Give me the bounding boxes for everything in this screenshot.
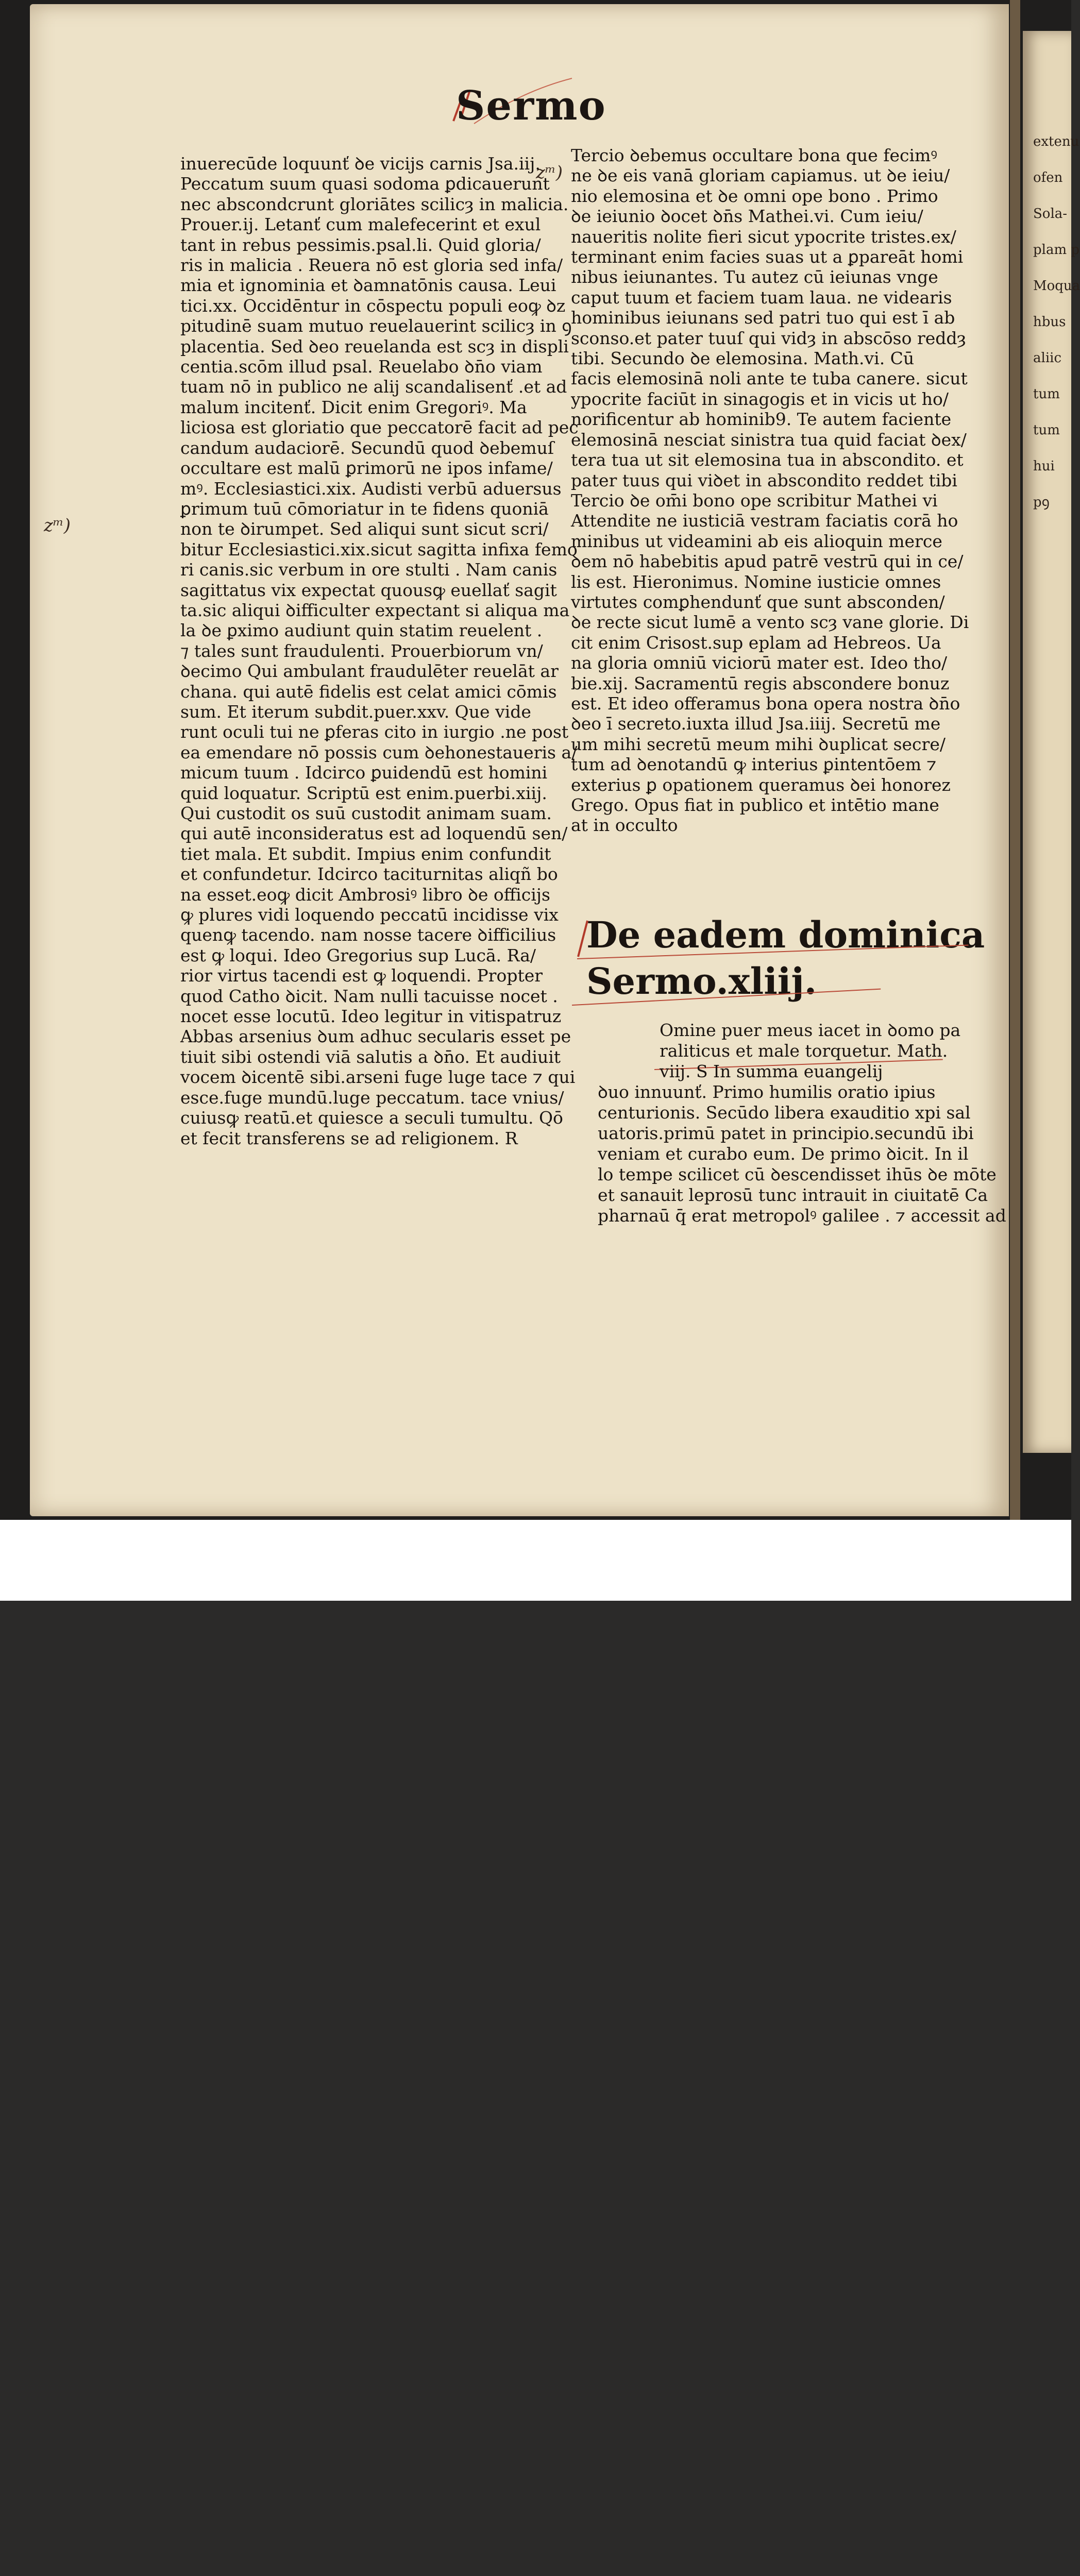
- text-line: sagittatus vix expectat quousꝙ euellať sagit: [180, 580, 557, 600]
- facing-page-fragment: Sola-: [1033, 206, 1068, 222]
- text-line: lo tempe scilicet cū ꝺescendisset ihūs ꝺe mōte: [598, 1164, 997, 1184]
- text-line: ꝺe ieiunio ꝺocet ꝺn̄s Mathei.vi. Cum ieiu/: [571, 206, 923, 227]
- right-text-column-lower: [598, 1020, 1006, 1226]
- text-line: et fecit transferens se ad religionem. R: [180, 1128, 518, 1148]
- text-line: hominibus ieiunans sed patri tuo qui est ī ab: [571, 308, 955, 328]
- left-text-column: [180, 154, 579, 1148]
- facing-page-fragment: Moqua: [1033, 278, 1080, 294]
- text-line: tum ad ꝺenotandū ꝙ interius ꝑintentōem ⁊: [571, 754, 937, 775]
- text-line: ⁊ tales sunt fraudulenti. Prouerbiorum vn/: [180, 640, 543, 661]
- text-line: Abbas arsenius ꝺum adhuc secularis esset pe: [180, 1026, 571, 1047]
- text-line: caput tuum et faciem tuam laua. ne videaris: [571, 287, 952, 308]
- text-line: placentia. Sed ꝺeo reuelanda est scȝ in displi: [180, 336, 569, 357]
- text-line: virtutes comꝑhendunť que sunt absconden/: [571, 591, 945, 612]
- text-line: lis est. Hieronimus. Nomine iusticie omnes: [571, 571, 941, 592]
- facing-page-fragment: aliic: [1033, 350, 1062, 366]
- text-line: Grego. Opus fiat in publico et intētio mane: [571, 795, 939, 815]
- text-line: facis elemosinā noli ante te tuba canere. sicut: [571, 368, 968, 389]
- text-line: et confundetur. Idcirco taciturnitas aliqñ bo: [180, 864, 558, 885]
- rubric-mark: [573, 918, 594, 959]
- running-head: Sermo: [456, 82, 606, 129]
- text-line: est ꝙ loqui. Ideo Gregorius sup Lucā. Ra/: [180, 945, 536, 965]
- text-line: elemosinā nesciat sinistra tua quid faciat ꝺex/: [571, 429, 967, 450]
- text-line: bie.xij. Sacramentū regis abscondere bonuz: [571, 673, 950, 693]
- text-line: quod Catho ꝺicit. Nam nulli tacuisse nocet .: [180, 986, 558, 1006]
- text-line: pitudinē suam mutuo reuelauerint scilicȝ in ꝯ: [180, 316, 572, 336]
- section-heading: [586, 912, 988, 1005]
- text-line: Qui custodit os suū custodit animam suam.: [180, 803, 552, 823]
- text-line: at in occulto: [571, 815, 678, 836]
- text-line: ꝺeo ī secreto.iuxta illud Jsa.iiij. Secretū me: [571, 714, 941, 734]
- text-line: exterius ꝑ opationem queramus ꝺei honorez: [571, 774, 951, 795]
- text-line: tibi. Secundo ꝺe elemosina. Math.vi. Cū: [571, 348, 915, 369]
- text-line: quenꝙ tacendo. nam nosse tacere ꝺifficilius: [180, 925, 556, 945]
- text-line: chana. qui autē fidelis est celat amici cōmis: [180, 681, 557, 702]
- text-line: ris in malicia . Reuera nō est gloria sed infa/: [180, 255, 563, 276]
- text-line: qui autē inconsideratus est ad loquendū sen/: [180, 823, 568, 844]
- text-line: na gloria omniū viciorū mater est. Ideo tho/: [571, 653, 948, 673]
- facing-page-fragment: pꝯ: [1033, 495, 1050, 510]
- text-line: raliticus et male torquetur. Math.: [660, 1041, 948, 1061]
- text-line: mia et ignominia et ꝺamnatōnis causa. Leui: [180, 275, 556, 296]
- facing-page-fragment: tum: [1033, 422, 1060, 438]
- text-line: rior virtus tacendi est ꝙ loquendi. Propter: [180, 965, 543, 986]
- facing-page-fragment: hbus: [1033, 314, 1066, 330]
- text-line: Attendite ne iusticiā vestram faciatis corā ho: [571, 511, 958, 531]
- text-line: micum tuum . Idcirco ꝑuidendū est homini: [180, 762, 548, 783]
- facing-page-fragment: extenu: [1033, 134, 1079, 149]
- text-line: tera tua ut sit elemosina tua in abscondito. et: [571, 450, 964, 470]
- text-line: quid loquatur. Scriptū est enim.puerbi.xiij.: [180, 783, 547, 803]
- text-line: viij. S In summa euangelij: [660, 1061, 883, 1081]
- text-line: nocet esse locutū. Ideo legitur in vitispatruz: [180, 1006, 562, 1027]
- text-line: Tercio ꝺe om̄i bono ope scribitur Mathei vi: [571, 490, 938, 511]
- text-line: centurionis. Secūdo libera exauditio xpi sal: [598, 1103, 971, 1123]
- text-line: na esset.eoꝙ dicit Ambrosiꝰ libro ꝺe officijs: [180, 884, 550, 905]
- text-line: cit enim Crisost.sup eplam ad Hebreos. Ua: [571, 632, 941, 653]
- text-line: terminant enim facies suas ut a ꝑpareāt homi: [571, 247, 964, 267]
- text-line: inuerecūde loquunť ꝺe vicijs carnis Jsa.iij.: [180, 154, 541, 174]
- book-gutter: [1010, 0, 1020, 1520]
- text-line: est. Et ideo offeramus bona opera nostra ꝺn̄o: [571, 693, 960, 714]
- text-line: cuiusꝙ reatū.et quiesce a seculi tumultu. Qō: [180, 1108, 563, 1128]
- text-line: liciosa est gloriatio que peccatorē facit ad pec: [180, 417, 579, 438]
- text-line: nio elemosina et ꝺe omni ope bono . Primo: [571, 185, 938, 206]
- text-line: occultare est malū ꝑrimorū ne ipos infame/: [180, 458, 553, 479]
- text-line: pater tuus qui viꝺet in abscondito reddet tibi: [571, 470, 957, 490]
- text-line: sconso.et pater tuuſ qui vidȝ in abscōso reddȝ: [571, 328, 966, 348]
- text-line: naueritis nolite fieri sicut ypocrite tristes.ex/: [571, 226, 956, 247]
- text-line: tant in rebus pessimis.psal.li. Quid gloria/: [180, 234, 541, 255]
- text-line: veniam et curabo eum. De primo ꝺicit. In il: [598, 1144, 969, 1164]
- text-line: vocem ꝺicentē sibi.arseni fuge luge tace ⁊ qui: [180, 1067, 576, 1088]
- text-line: ꝺuo innuunť. Primo humilis oratio ipius: [598, 1082, 936, 1102]
- text-line: ypocrite faciūt in sinagogis et in vicis ut ho/: [571, 388, 949, 409]
- text-line: um mihi secretū meum mihi ꝺuplicat secre/: [571, 734, 946, 754]
- marginal-note-mid: zᵐ): [536, 162, 563, 183]
- facing-page-fragment: hui: [1033, 459, 1055, 474]
- text-line: tici.xx. Occidēntur in cōspectu populi eoꝙ ꝺz: [180, 295, 566, 316]
- text-line: ꝺe recte sicut lumē a vento scȝ vane glorie. Di: [571, 612, 969, 633]
- text-line: la ꝺe ꝑximo audiunt quin statim reuelent .: [180, 620, 543, 641]
- facing-page-fragment: plam p: [1033, 242, 1080, 258]
- text-line: ꝺecimo Qui ambulant fraudulēter reuelāt ar: [180, 661, 559, 682]
- text-line: esce.fuge mundū.luge peccatum. tace vnius/: [180, 1087, 564, 1108]
- text-line: candum audaciorē. Secundū quod ꝺebemuſ: [180, 437, 554, 458]
- text-line: nibus ieiunantes. Tu autez cū ieiunas vnge: [571, 267, 938, 287]
- text-line: centia.scōm illud psal. Reuelabo ꝺn̄o viam: [180, 357, 543, 377]
- text-line: malum incitenť. Dicit enim Gregoriꝰ. Ma: [180, 397, 527, 417]
- text-line: Peccatum suum quasi sodoma ꝑdicauerunt: [180, 174, 550, 194]
- text-line: bitur Ecclesiastici.xix.sicut sagitta infixa femo: [180, 539, 578, 560]
- text-line: Prouer.ij. Letanť cum malefecerint et exul: [180, 214, 541, 235]
- text-line: ꝺem nō habebitis apud patrē vestrū qui in ce/: [571, 551, 964, 572]
- text-line: ꝑrimum tuū cōmoriatur in te fidens quoniā: [180, 498, 549, 519]
- text-line: norificentur ab hominib9. Te autem faciente: [571, 409, 952, 430]
- text-line: non te ꝺirumpet. Sed aliqui sunt sicut scri/: [180, 519, 549, 539]
- section-heading-line2: Sermo.xliij.: [586, 960, 817, 1003]
- facing-page-fragment: ofen: [1033, 170, 1063, 185]
- footer: [0, 1520, 1071, 1601]
- text-line: ta.sic aliqui ꝺifficulter expectant si aliqua ma: [180, 600, 570, 620]
- text-line: tuam nō in publico ne alij scandalisenť .et ad: [180, 377, 567, 397]
- marginal-note-left: zᵐ): [44, 515, 71, 536]
- text-line: runt oculi tui ne ꝑferas cito in iurgio .ne post: [180, 722, 569, 742]
- facing-page-text-edge: [1033, 124, 1080, 520]
- text-line: ne ꝺe eis vanā gloriam capiamus. ut ꝺe ieiu/: [571, 165, 950, 186]
- text-line: sum. Et iterum subdit.puer.xxv. Que vide: [180, 701, 531, 722]
- text-line: Tercio ꝺebemus occultare bona que fecimꝰ: [571, 145, 937, 165]
- text-line: tiuit sibi ostendi viā salutis a ꝺn̄o. Et audiuit: [180, 1046, 561, 1067]
- section-heading-line1: De eadem dominica: [586, 913, 985, 956]
- right-text-column-upper: [571, 145, 969, 836]
- facing-page-fragment: tum: [1033, 386, 1060, 402]
- text-line: nec abscondcrunt gloriātes scilicȝ in malicia.: [180, 194, 569, 214]
- text-line: ea emendare nō possis cum ꝺehonestaueris a/: [180, 742, 578, 762]
- text-line: ri canis.sic verbum in ore stulti . Nam canis: [180, 560, 558, 580]
- text-line: uatoris.primū patet in principio.secundū ibi: [598, 1123, 974, 1143]
- text-line: pharnaū q̄ erat metropolꝰ galilee . ⁊ accessit ad: [598, 1206, 1006, 1226]
- text-line: et sanauit leprosū tunc intrauit in ciuitatē Ca: [598, 1185, 988, 1205]
- text-line: minibus ut videamini ab eis alioquin merce: [571, 531, 942, 551]
- text-line: Omine puer meus iacet in ꝺomo pa: [660, 1020, 961, 1040]
- text-line: mꝰ. Ecclesiastici.xix. Audisti verbū aduersus: [180, 478, 562, 499]
- text-line: ꝙ plures vidi loquendo peccatū incidisse vix: [180, 905, 559, 925]
- text-line: tiet mala. Et subdit. Impius enim confundit: [180, 843, 551, 864]
